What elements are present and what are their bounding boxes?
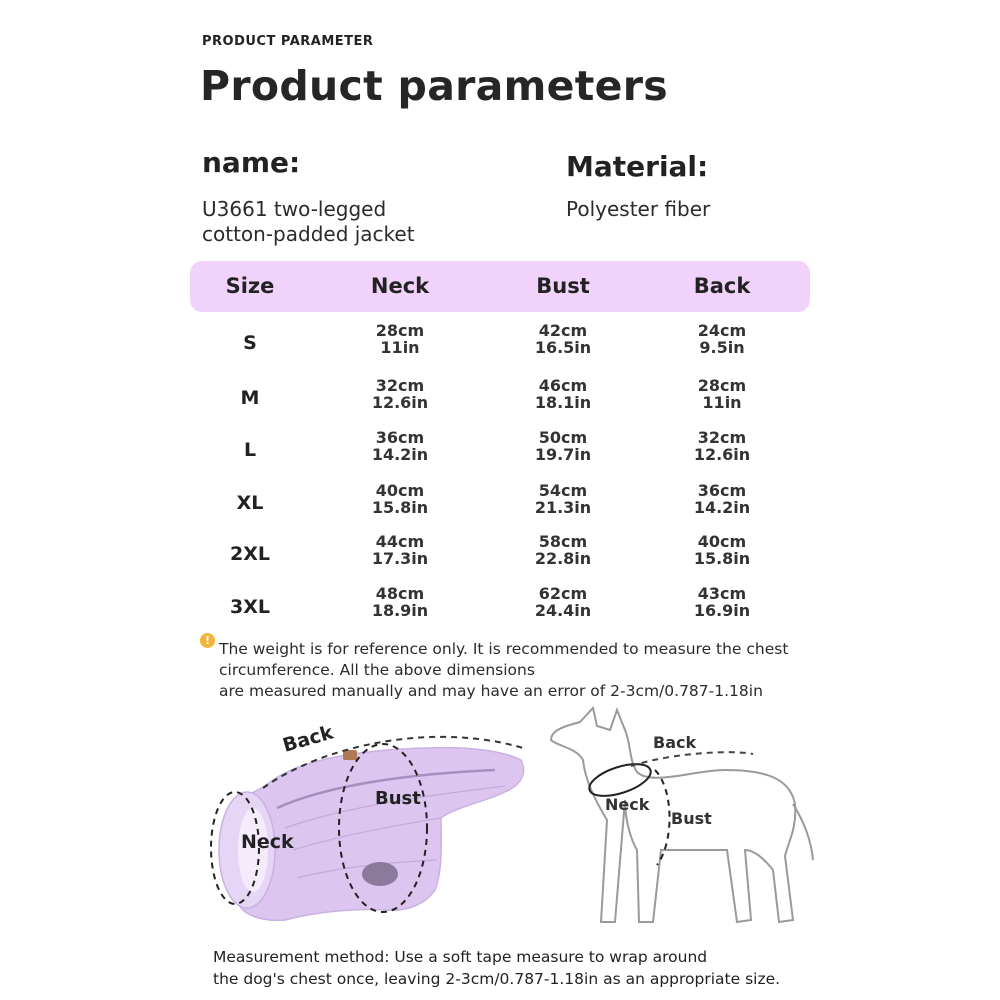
table-row [0,316,1000,368]
column-header-back: Back [693,274,751,298]
neck-cell: 36cm 14.2in [371,428,429,464]
jacket-neck-label: Neck [241,831,294,853]
eyebrow-label: PRODUCT PARAMETER [202,34,374,49]
name-value [202,197,415,247]
size-cell: L [243,439,257,461]
column-header-neck: Neck [370,274,430,298]
bust-cell: 46cm 18.1in [534,376,592,412]
note-line: circumference. All the above dimensions [219,661,535,679]
note-line: The weight is for reference only. It is recommended to measure the chest [219,640,789,658]
name-value-line1: U3661 two-legged [202,197,387,221]
back-cell: 28cm 11in [697,376,747,412]
back-cell: 43cm 16.9in [693,584,751,620]
dog-neck-label: Neck [605,795,650,814]
back-cell: 32cm 12.6in [693,428,751,464]
footer-line: Measurement method: Use a soft tape measure to wrap around [213,948,708,966]
size-cell: 2XL [230,543,270,565]
dog-bust-label: Bust [671,809,712,828]
column-header-size: Size [225,274,275,298]
neck-cell: 32cm 12.6in [371,376,429,412]
measurement-note [219,639,819,702]
table-row [0,371,1000,423]
column-header-bust: Bust [536,274,590,298]
page-title: Product parameters [200,62,669,110]
neck-cell: 44cm 17.3in [371,532,429,568]
measurement-illustration [205,700,825,940]
bust-cell: 42cm 16.5in [534,321,592,357]
size-cell: M [240,387,260,409]
neck-cell: 48cm 18.9in [371,584,429,620]
table-row [0,527,1000,579]
table-row [0,579,1000,631]
table-row [0,423,1000,475]
bust-cell: 58cm 22.8in [534,532,592,568]
name-label: name: [202,146,301,179]
warning-icon: ! [200,633,215,648]
neck-cell: 40cm 15.8in [371,481,429,517]
neck-cell: 28cm 11in [375,321,425,357]
jacket-bust-label: Bust [375,788,421,809]
size-cell: S [243,332,257,354]
material-value: Polyester fiber [566,197,711,221]
jacket-back-label: Back [280,721,336,757]
size-cell: XL [236,492,264,514]
material-label: Material: [566,150,709,183]
bust-cell: 54cm 21.3in [534,481,592,517]
size-cell: 3XL [230,596,270,618]
back-cell: 40cm 15.8in [693,532,751,568]
measurement-method [213,946,853,990]
back-cell: 24cm 9.5in [697,321,747,357]
jacket-illustration [211,721,524,920]
dog-back-label: Back [653,733,697,752]
bust-cell: 50cm 19.7in [534,428,592,464]
footer-line: the dog's chest once, leaving 2-3cm/0.787-1.18in as an appropriate size. [213,970,781,988]
bust-cell: 62cm 24.4in [534,584,592,620]
table-row [0,476,1000,528]
note-line: are measured manually and may have an error of 2-3cm/0.787-1.18in [219,682,763,700]
name-value-line2: cotton-padded jacket [202,222,415,246]
back-cell: 36cm 14.2in [693,481,751,517]
